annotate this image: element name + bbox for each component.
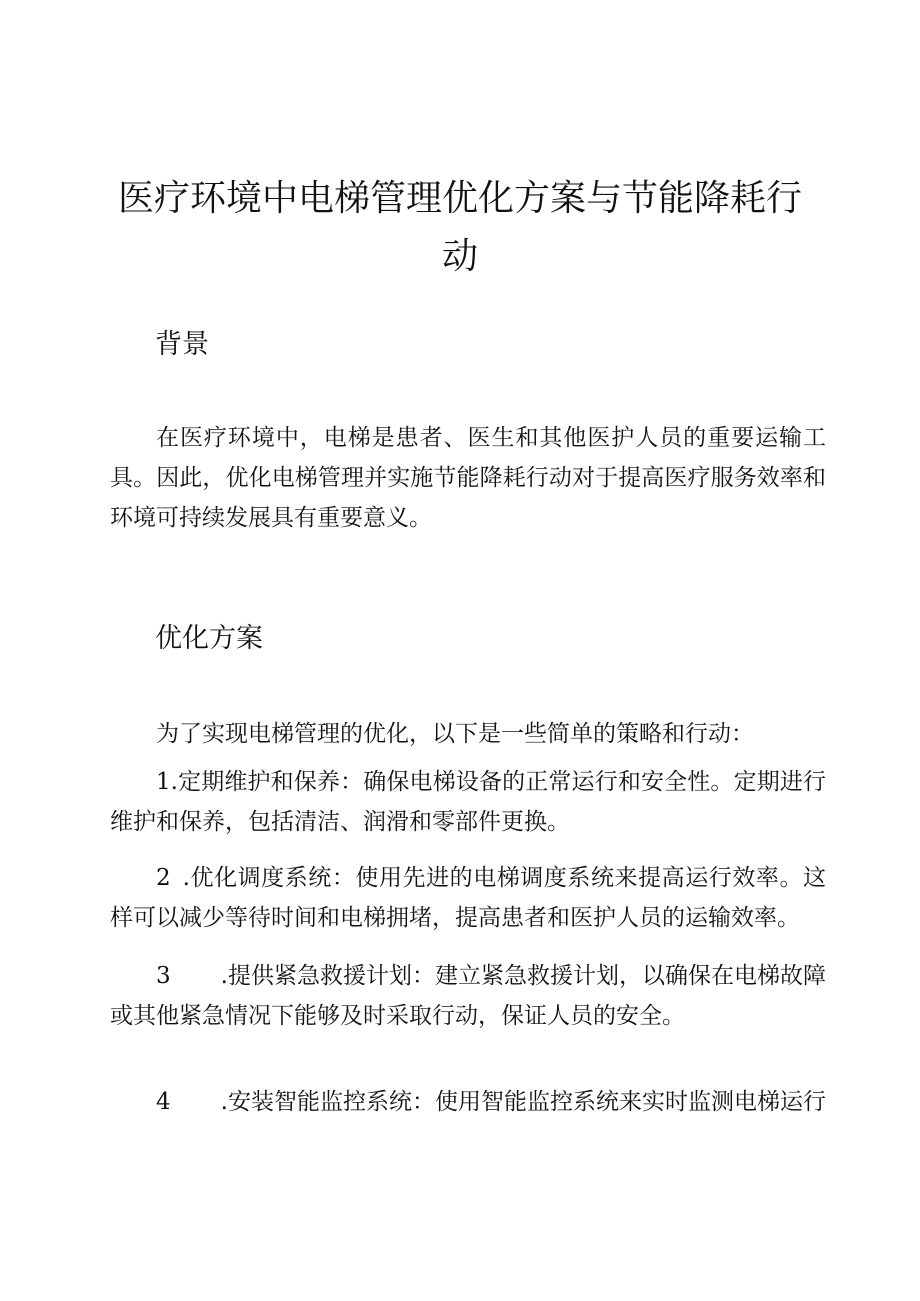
section-heading-background: 背景	[155, 329, 209, 360]
list-item	[110, 956, 826, 1036]
list-item-text: .定期维护和保养：确保电梯设备的正常运行和安全性。定期进行维护和保养，包括清洁、润滑和零部件更换。	[110, 769, 826, 835]
list-item-text: .优化调度系统：使用先进的电梯调度系统来提高运行效率。这样可以减少等待时间和电梯拥堵，提高患者和医护人员的运输效率。	[110, 865, 826, 931]
list-item	[110, 858, 826, 938]
list-item-text: .提供紧急救援计划：建立紧急救援计划，以确保在电梯故障或其他紧急情况下能够及时采取行动，保证人员的安全。	[110, 963, 826, 1029]
list-item-number: 4	[156, 1089, 171, 1115]
list-item-number: 3	[156, 963, 171, 989]
list-item	[110, 762, 826, 842]
section-heading-optimization: 优化方案	[155, 623, 263, 654]
list-item	[110, 1082, 826, 1122]
background-paragraph: 在医疗环境中，电梯是患者、医生和其他医护人员的重要运输工具。因此，优化电梯管理并实施节能降耗行动对于提高医疗服务效率和环境可持续发展具有重要意义。	[110, 425, 826, 531]
list-item-number: 1	[156, 769, 171, 795]
list-item-text: .安装智能监控系统：使用智能监控系统来实时监测电梯运行	[220, 1089, 826, 1115]
list-item-number: 2	[156, 865, 171, 891]
document-title: 医疗环境中电梯管理优化方案与节能降耗行动	[117, 178, 802, 277]
optimization-intro: 为了实现电梯管理的优化，以下是一些简单的策略和行动：	[156, 721, 754, 747]
